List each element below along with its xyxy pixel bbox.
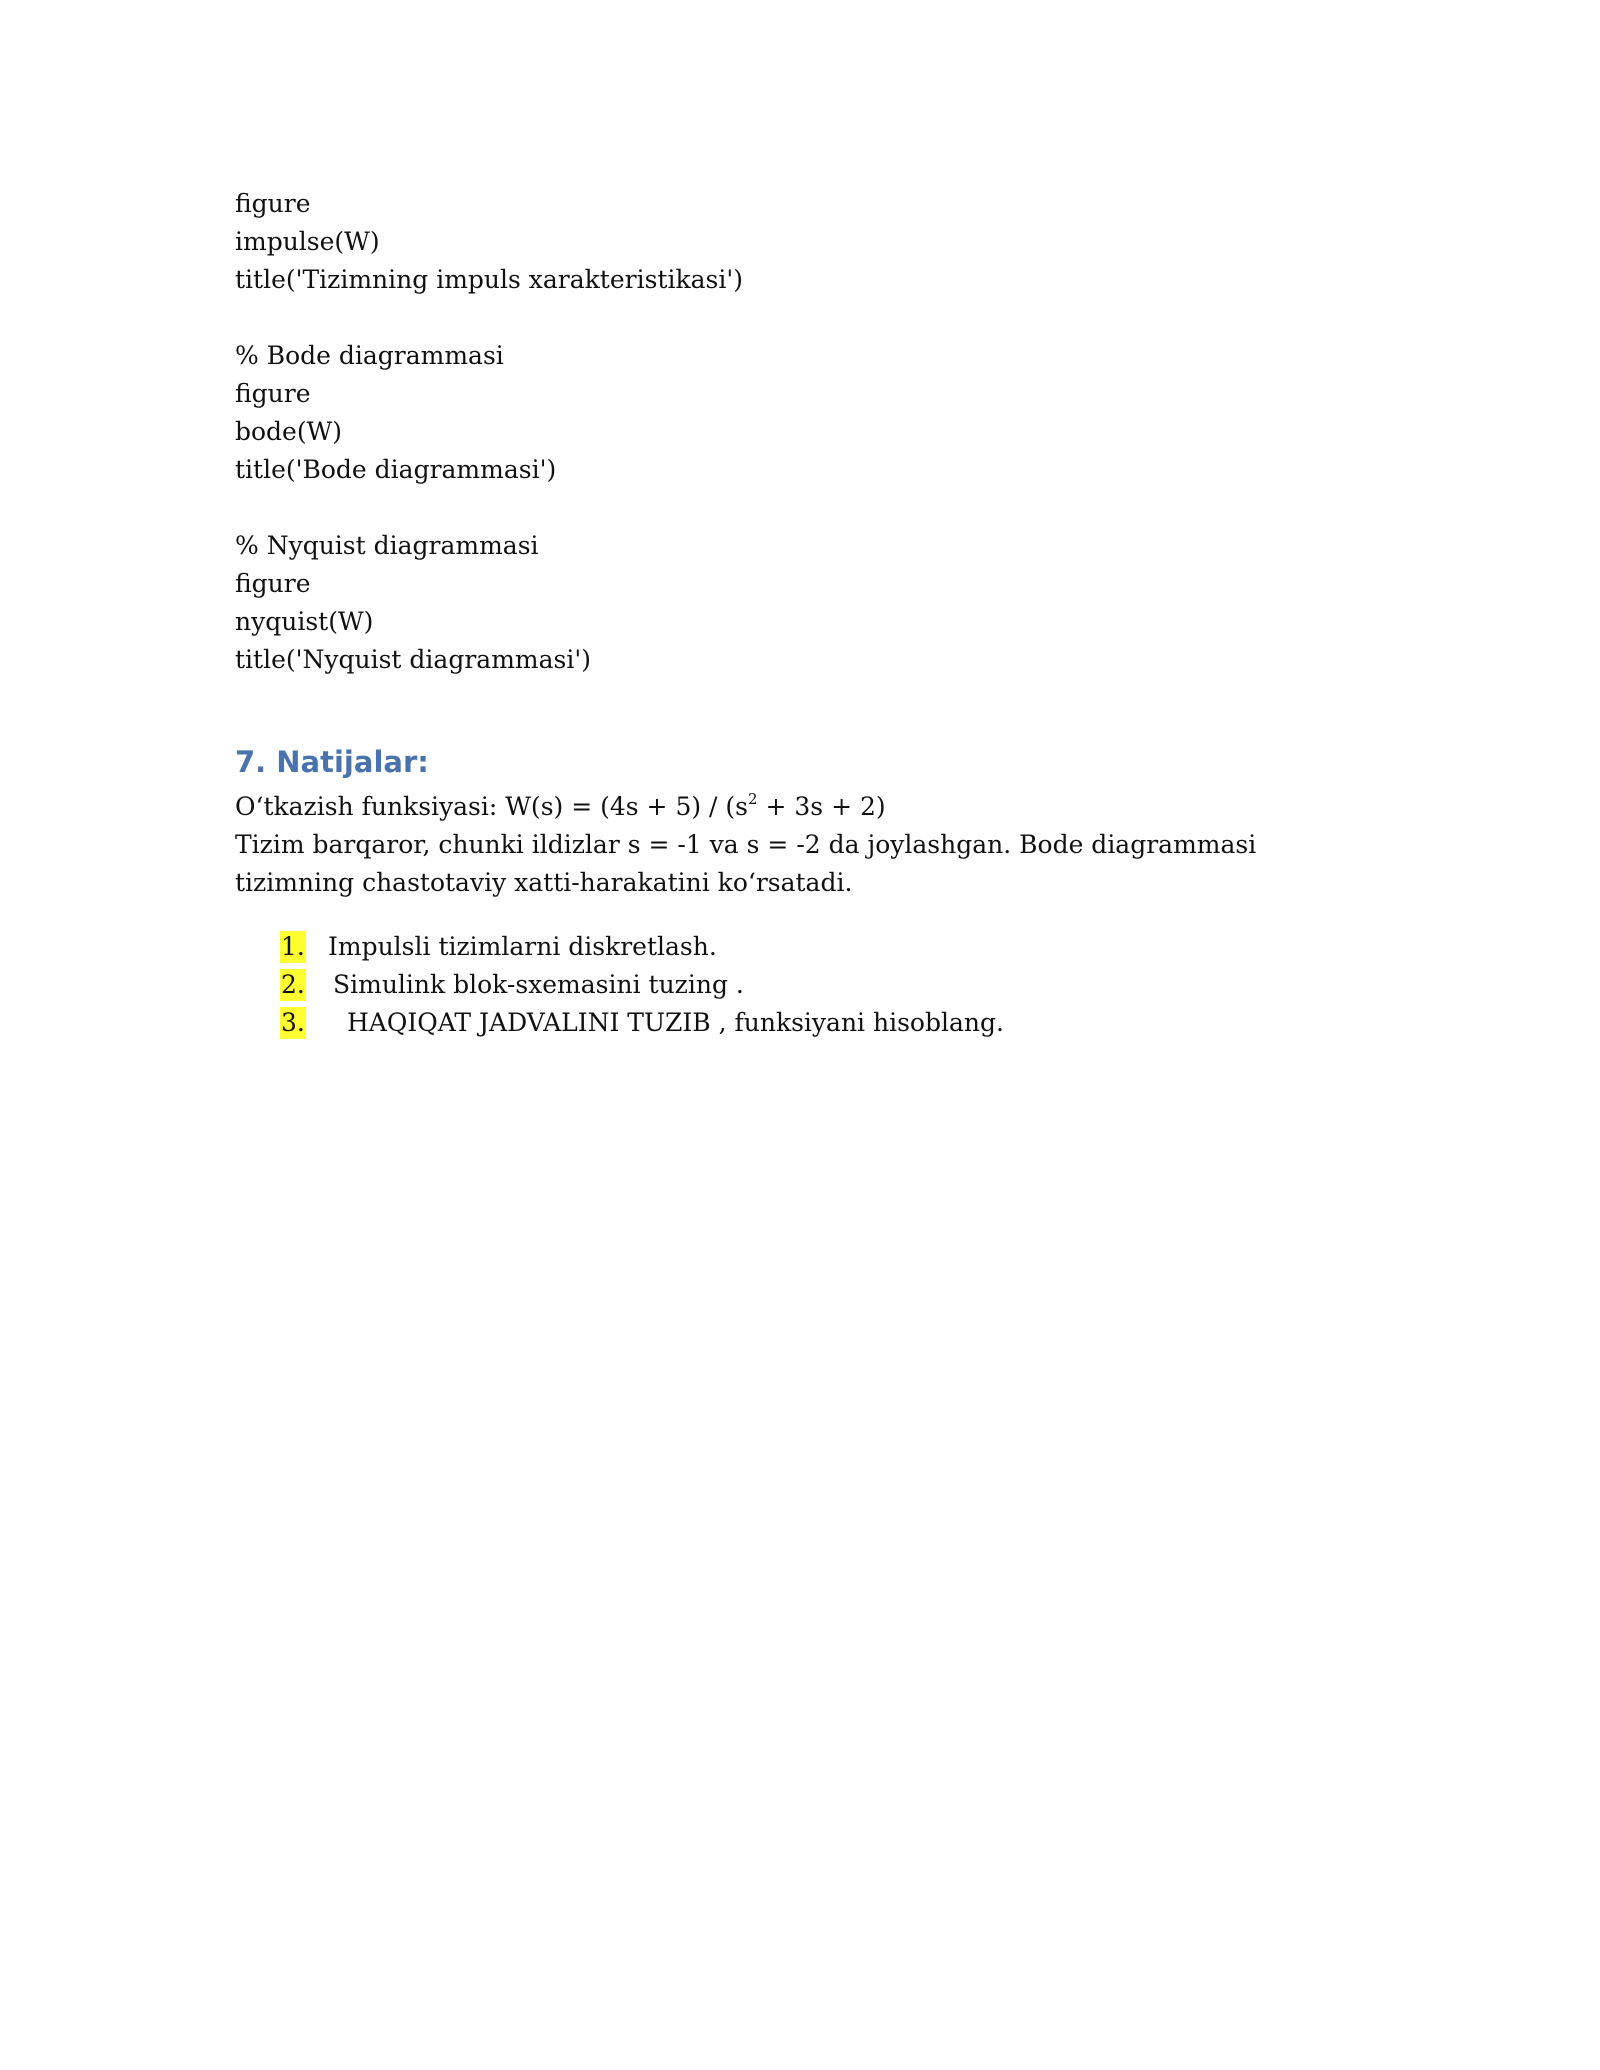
code-line: title('Bode diagrammasi') <box>235 455 557 484</box>
formula-suffix: + 3s + 2) <box>757 792 886 821</box>
code-line: bode(W) <box>235 417 343 446</box>
code-line: figure <box>235 189 311 218</box>
formula-prefix: O‘tkazish funksiyasi: W(s) = (4s + 5) / (s <box>235 792 749 821</box>
code-block <box>235 185 1335 679</box>
task-list <box>280 928 1280 1042</box>
results-section <box>235 788 1365 902</box>
list-item-text: Simulink blok-sxemasini tuzing . <box>333 970 744 999</box>
code-comment: % Bode diagrammasi <box>235 341 504 370</box>
code-line: title('Nyquist diagrammasi') <box>235 645 591 674</box>
code-line: figure <box>235 379 311 408</box>
code-blank-line <box>235 299 1335 337</box>
list-number: 1. <box>281 932 305 961</box>
code-line: figure <box>235 569 311 598</box>
formula-superscript: 2 <box>748 789 758 808</box>
list-item-text: HAQIQAT JADVALINI TUZIB , funksiyani hisoblang. <box>347 1008 1004 1037</box>
list-item <box>280 1004 1280 1042</box>
list-number: 2. <box>281 970 305 999</box>
code-blank-line <box>235 489 1335 527</box>
list-number: 3. <box>281 1008 305 1037</box>
section-heading: 7. Natijalar: <box>235 745 429 779</box>
code-line: impulse(W) <box>235 227 380 256</box>
code-line: title('Tizimning impuls xarakteristikasi') <box>235 265 743 294</box>
list-item-text: Impulsli tizimlarni diskretlash. <box>328 932 717 961</box>
list-item <box>280 928 1280 966</box>
code-line: nyquist(W) <box>235 607 374 636</box>
list-item <box>280 966 1280 1004</box>
stability-paragraph: Tizim barqaror, chunki ildizlar s = -1 va s = -2 da joylashgan. Bode diagrammasi tizimning chastotaviy xatti-harakatini ko‘rsatadi. <box>235 830 1257 897</box>
code-comment: % Nyquist diagrammasi <box>235 531 539 560</box>
transfer-function-line <box>235 788 1365 826</box>
